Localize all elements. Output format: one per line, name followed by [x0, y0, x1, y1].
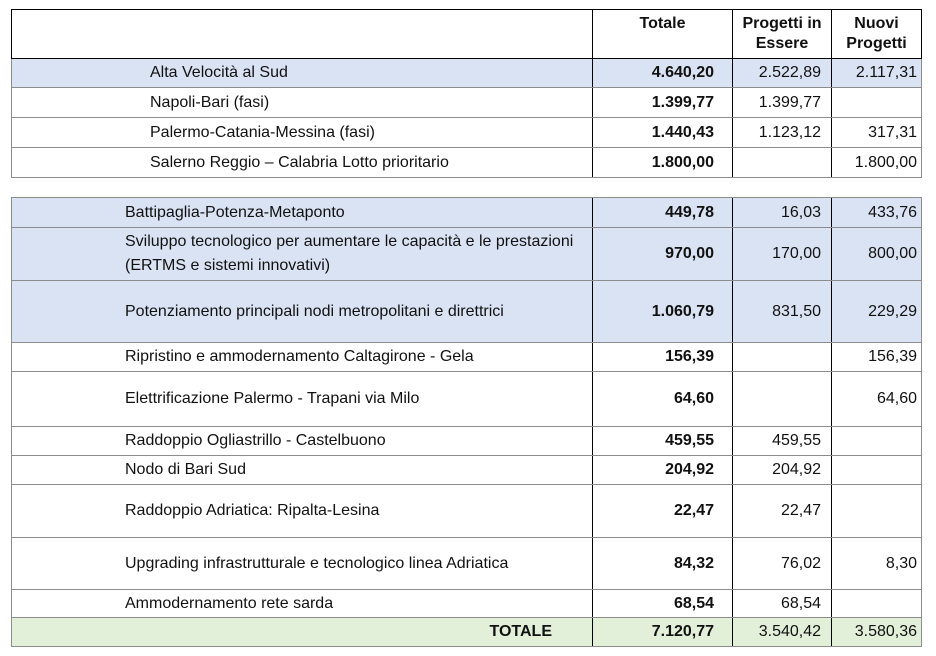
row-total: 64,60	[593, 372, 733, 427]
row-total: 4.640,20	[593, 59, 733, 88]
row-label: Salerno Reggio – Calabria Lotto prioritario	[12, 148, 593, 178]
totals-label: TOTALE	[12, 618, 593, 647]
table-row	[12, 485, 922, 538]
row-existing	[733, 372, 832, 427]
header-total: Totale	[593, 10, 733, 59]
row-existing: 22,47	[733, 485, 832, 538]
row-new	[832, 590, 922, 618]
group-spacer	[12, 178, 922, 198]
table-row	[12, 88, 922, 118]
table-row	[12, 59, 922, 88]
row-new	[832, 427, 922, 456]
row-label: Napoli-Bari (fasi)	[12, 88, 593, 118]
header-label-cell	[12, 10, 593, 59]
row-total: 1.399,77	[593, 88, 733, 118]
table-row	[12, 228, 922, 281]
row-existing: 16,03	[733, 198, 832, 228]
row-total: 22,47	[593, 485, 733, 538]
row-existing	[733, 343, 832, 372]
table-row	[12, 590, 922, 618]
row-total: 204,92	[593, 456, 733, 485]
row-new: 317,31	[832, 118, 922, 148]
row-label: Potenziamento principali nodi metropolitani e direttrici	[12, 281, 593, 343]
row-existing: 76,02	[733, 538, 832, 590]
table-row	[12, 427, 922, 456]
row-label: Battipaglia-Potenza-Metaponto	[12, 198, 593, 228]
totals-new: 3.580,36	[832, 618, 922, 647]
row-new: 156,39	[832, 343, 922, 372]
row-existing: 831,50	[733, 281, 832, 343]
row-total: 449,78	[593, 198, 733, 228]
row-total: 1.800,00	[593, 148, 733, 178]
row-total: 459,55	[593, 427, 733, 456]
header-existing-projects: Progetti in Essere	[733, 10, 832, 59]
totals-existing: 3.540,42	[733, 618, 832, 647]
row-existing: 1.399,77	[733, 88, 832, 118]
row-new: 64,60	[832, 372, 922, 427]
table-row	[12, 148, 922, 178]
row-label: Elettrificazione Palermo - Trapani via Milo	[12, 372, 593, 427]
row-label: Raddoppio Ogliastrillo - Castelbuono	[12, 427, 593, 456]
row-new: 433,76	[832, 198, 922, 228]
header-row	[12, 10, 922, 59]
row-total: 84,32	[593, 538, 733, 590]
row-existing: 1.123,12	[733, 118, 832, 148]
row-new: 2.117,31	[832, 59, 922, 88]
row-new: 229,29	[832, 281, 922, 343]
investment-table	[11, 9, 922, 647]
table-row	[12, 281, 922, 343]
row-existing: 170,00	[733, 228, 832, 281]
row-new	[832, 456, 922, 485]
row-total: 68,54	[593, 590, 733, 618]
row-existing: 204,92	[733, 456, 832, 485]
row-label: Ammodernamento rete sarda	[12, 590, 593, 618]
row-label: Sviluppo tecnologico per aumentare le capacità e le prestazioni (ERTMS e sistemi innovativi)	[12, 228, 593, 281]
row-label: Ripristino e ammodernamento Caltagirone - Gela	[12, 343, 593, 372]
totals-row	[12, 618, 922, 647]
row-label: Alta Velocità al Sud	[12, 59, 593, 88]
row-total: 970,00	[593, 228, 733, 281]
header-new-projects: Nuovi Progetti	[832, 10, 922, 59]
row-new: 1.800,00	[832, 148, 922, 178]
row-existing: 2.522,89	[733, 59, 832, 88]
row-new: 800,00	[832, 228, 922, 281]
row-label: Nodo di Bari Sud	[12, 456, 593, 485]
table-row	[12, 538, 922, 590]
table-row	[12, 198, 922, 228]
totals-total: 7.120,77	[593, 618, 733, 647]
row-total: 1.060,79	[593, 281, 733, 343]
row-new	[832, 88, 922, 118]
row-label: Palermo-Catania-Messina (fasi)	[12, 118, 593, 148]
row-new: 8,30	[832, 538, 922, 590]
row-label: Raddoppio Adriatica: Ripalta-Lesina	[12, 485, 593, 538]
row-new	[832, 485, 922, 538]
row-label: Upgrading infrastrutturale e tecnologico linea Adriatica	[12, 538, 593, 590]
table-row	[12, 372, 922, 427]
row-existing: 459,55	[733, 427, 832, 456]
row-existing	[733, 148, 832, 178]
row-total: 1.440,43	[593, 118, 733, 148]
row-total: 156,39	[593, 343, 733, 372]
row-existing: 68,54	[733, 590, 832, 618]
table-row	[12, 118, 922, 148]
table-row	[12, 456, 922, 485]
table-row	[12, 343, 922, 372]
